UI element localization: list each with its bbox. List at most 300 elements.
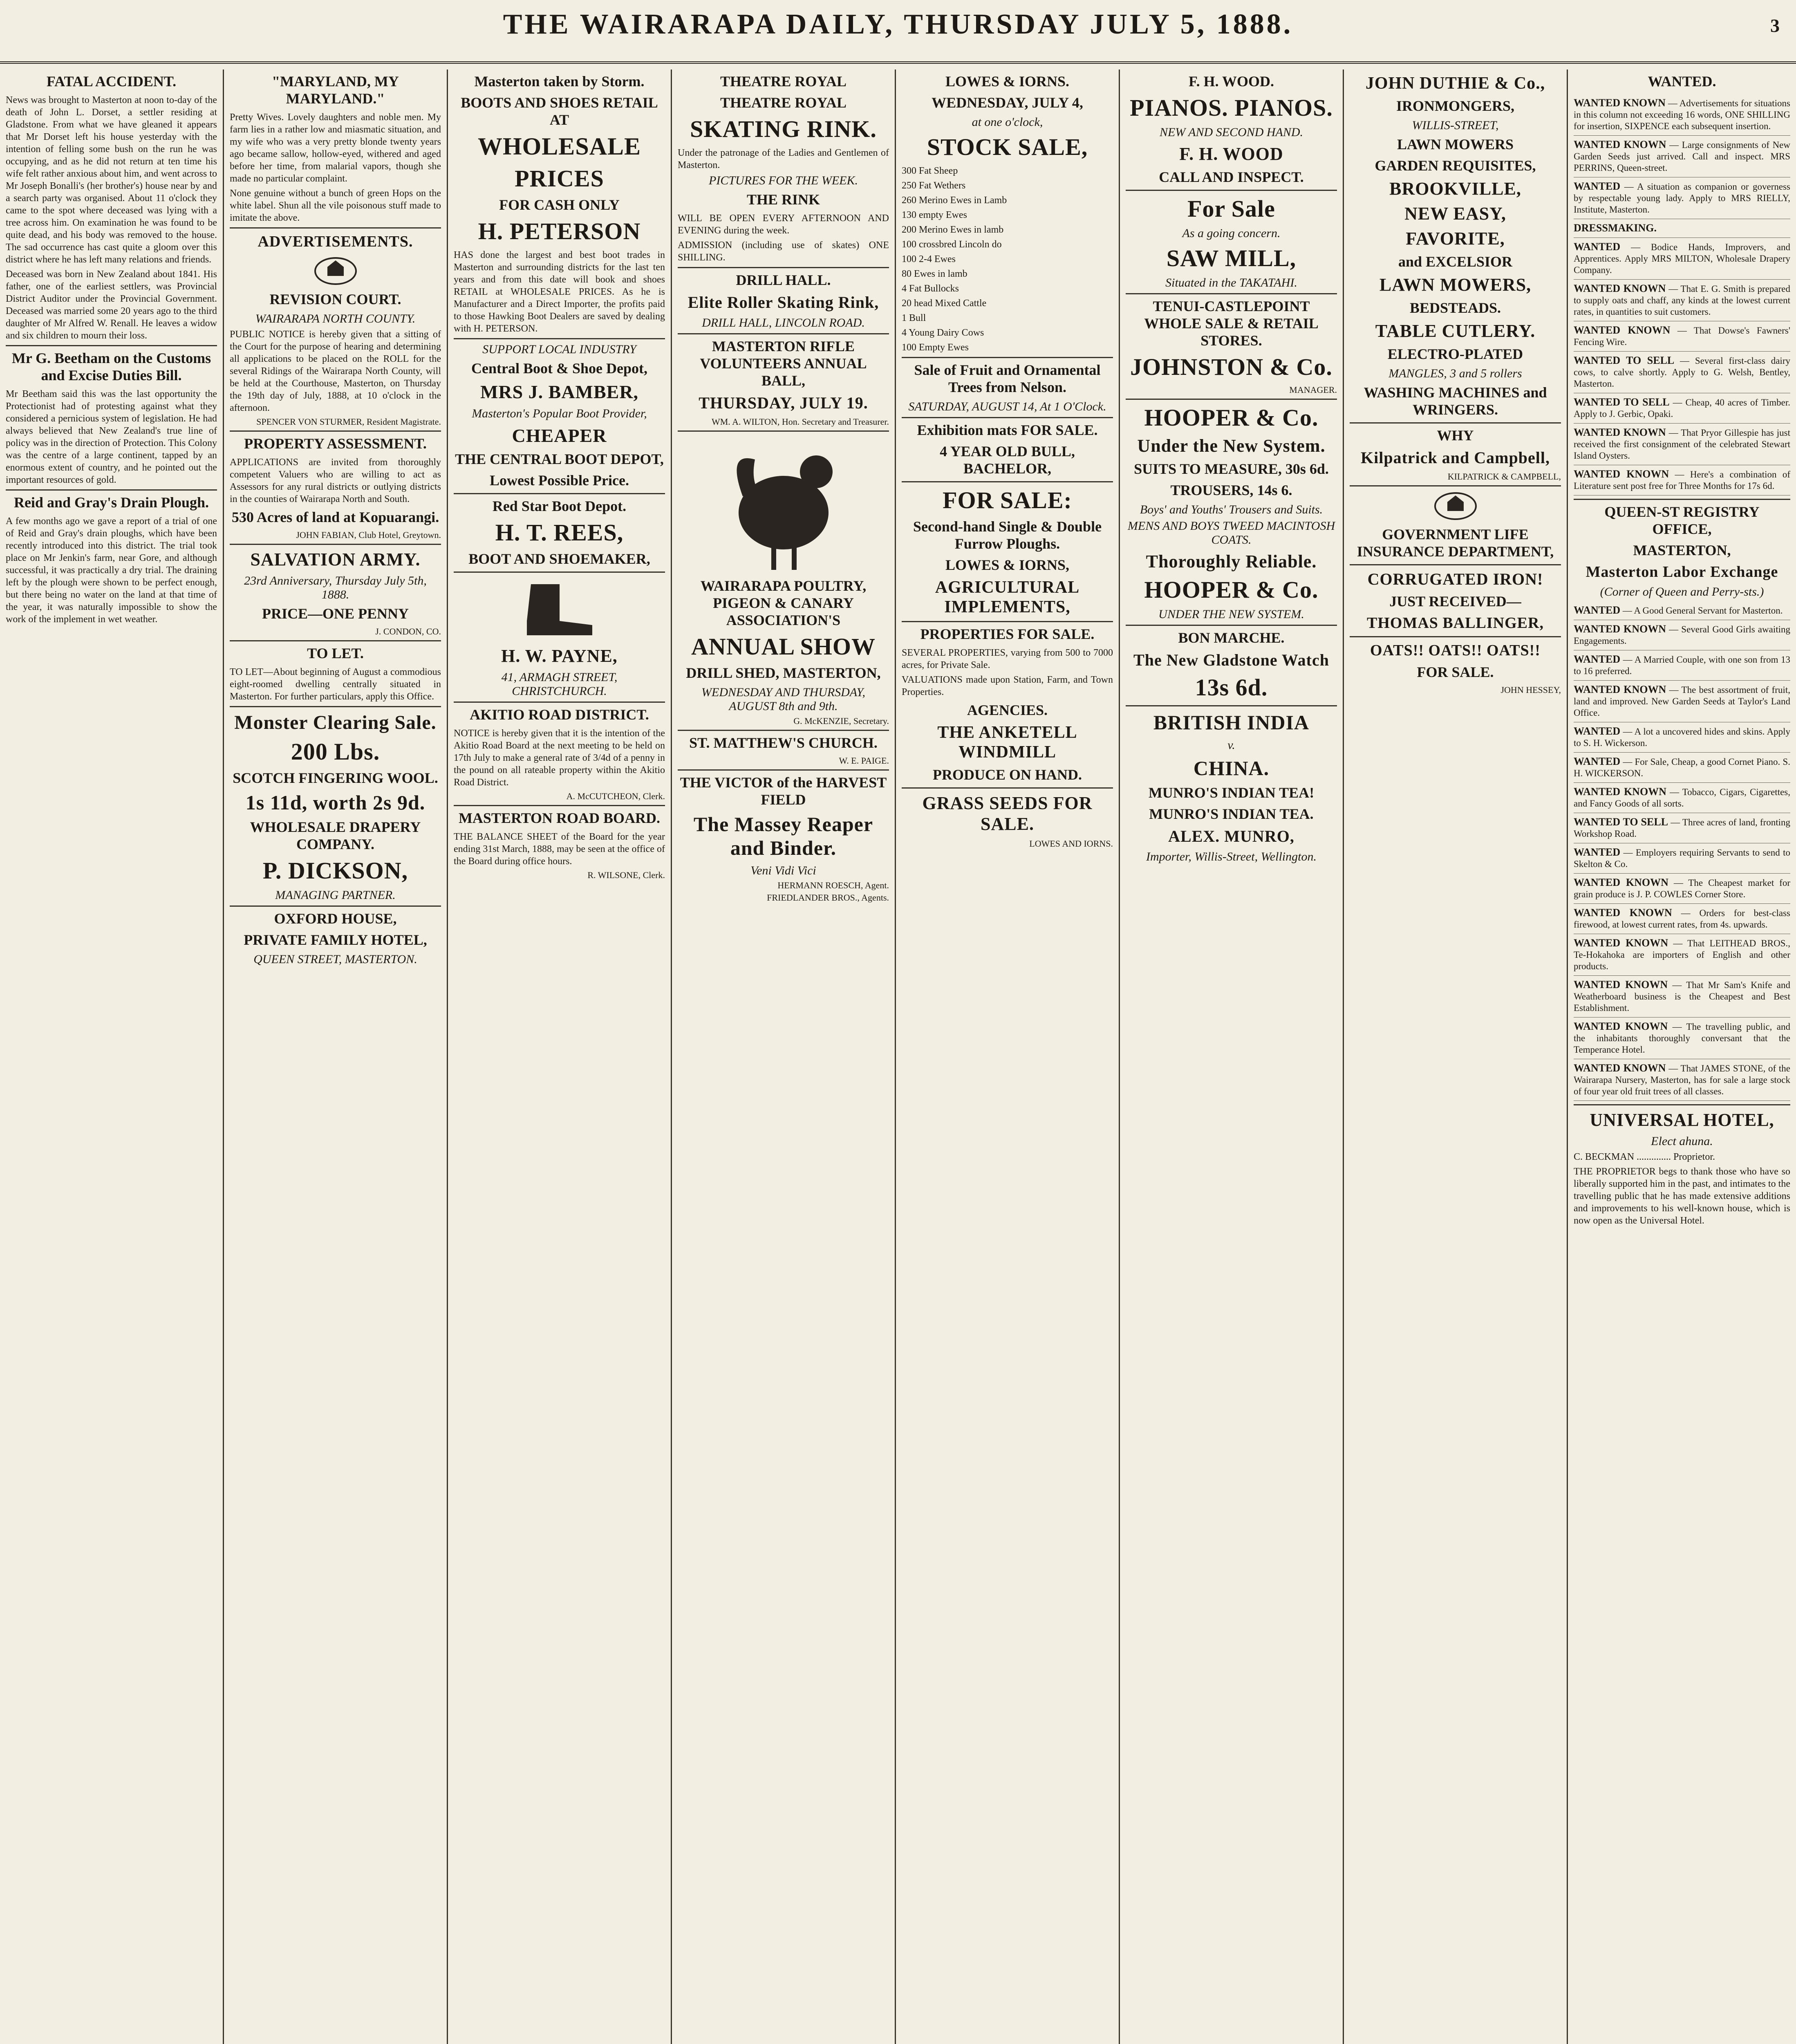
dickson-title: MANAGING PARTNER. — [275, 888, 396, 902]
registry-masterton: MASTERTON, — [1633, 542, 1731, 558]
prices-title: PRICES — [515, 165, 604, 192]
wanted-ad-title: WANTED KNOWN — [1574, 876, 1668, 888]
china: CHINA. — [1193, 757, 1270, 780]
wanted-ad — [1574, 177, 1790, 219]
church-title: ST. MATTHEW'S CHURCH. — [689, 735, 878, 751]
wanted-ad — [1574, 783, 1790, 813]
trousers-price: TROUSERS, 14s 6. — [1170, 482, 1292, 498]
wanted-ad-title: WANTED TO SELL — [1574, 354, 1675, 366]
divider — [1350, 422, 1561, 424]
wanted-ad-body: — Three acres of land, fronting Workshop Road. — [1574, 817, 1790, 839]
wanted-ad-body: — That Pryor Gillespie has just received the first consignment of the celebrated Stewart Island Oysters. — [1574, 428, 1790, 461]
bull-title: 4 YEAR OLD BULL, BACHELOR, — [940, 443, 1075, 477]
divider — [230, 905, 441, 907]
show-sign: G. McKENZIE, Secretary. — [793, 716, 889, 726]
wanted-ad-body: — A situation as companion or governess by respectable young lady. Apply to MRS RIELLY, Institute, Masterton. — [1574, 182, 1790, 215]
wanted-ad — [1574, 976, 1790, 1018]
show-dates: WEDNESDAY AND THURSDAY, AUGUST 8th and 9th. — [701, 686, 865, 713]
wanted-ad-title: WANTED — [1574, 846, 1621, 858]
divider — [902, 787, 1113, 789]
divider — [230, 430, 441, 432]
beetham-heading: Mr G. Beetham on the Customs and Excise Duties Bill. — [11, 350, 211, 383]
newspaper-title: THE WAIRARAPA DAILY, THURSDAY JULY 5, 1888. — [503, 9, 1293, 40]
ball-date: THURSDAY, JULY 19. — [699, 394, 868, 412]
divider — [454, 338, 665, 339]
tenui-title: TENUI-CASTLEPOINT WHOLE SALE & RETAIL STORES. — [1144, 298, 1319, 349]
wanted-ad-body: — For Sale, Cheap, a good Cornet Piano. S. H. WICKERSON. — [1574, 757, 1790, 778]
divider — [1350, 485, 1561, 486]
fruit-title: Sale of Fruit and Ornamental Trees from Nelson. — [914, 362, 1101, 395]
table-cutlery: TABLE CUTLERY. — [1375, 321, 1536, 341]
wanted-ad-title: WANTED KNOWN — [1574, 907, 1672, 919]
stock-items-list — [902, 165, 1113, 354]
rink-open: WILL BE OPEN EVERY AFTERNOON AND EVENING during the week. — [678, 213, 889, 236]
road-board-body: THE BALANCE SHEET of the Board for the year ending 31st March, 1888, may be seen at the office of the Board during office hours. — [454, 831, 665, 867]
akitio-sign: A. McCUTCHEON, Clerk. — [566, 791, 665, 801]
wanted-ad-title: WANTED KNOWN — [1574, 139, 1666, 150]
new-system-2: UNDER THE NEW SYSTEM. — [1158, 607, 1304, 621]
windmill-title: THE ANKETELL WINDMILL — [937, 723, 1077, 762]
wanted-ad-title: WANTED TO SELL — [1574, 816, 1668, 828]
boys-trousers: Boys' and Youths' Trousers and Suits. — [1140, 503, 1323, 516]
wanted-ad — [1574, 136, 1790, 177]
wanted-ad-body: — A Married Couple, with one son from 13 to 16 preferred. — [1574, 654, 1790, 676]
wanted-ad-body: — Tobacco, Cigars, Cigarettes, and Fancy Goods of all sorts. — [1574, 787, 1790, 809]
why: WHY — [1437, 427, 1474, 444]
skating-rink-title: SKATING RINK. — [690, 116, 877, 142]
central-depot: Central Boot & Shoe Depot, — [471, 360, 647, 377]
valuations-body: VALUATIONS made upon Station, Farm, and Town Properties. — [902, 675, 1113, 697]
hooper-name: HOOPER & Co. — [1144, 404, 1319, 431]
willis-street: WILLIS-STREET, — [1412, 119, 1499, 132]
divider — [6, 489, 217, 491]
beckman-body: THE PROPRIETOR begs to thank those who have so liberally supported him in the past, and intimates to the travelling public that he has made extensive additions and improvements to his well-known house, which is now open as the Universal Hotel. — [1574, 1166, 1790, 1226]
new-system: Under the New System. — [1137, 436, 1326, 456]
harvest-title: THE VICTOR of the HARVEST FIELD — [680, 774, 887, 808]
wanted-ad — [1574, 904, 1790, 934]
wanted-ad-title: WANTED — [1574, 755, 1621, 767]
beckman-proprietor: C. BECKMAN .............. Proprietor. — [1574, 1152, 1715, 1162]
tender-sign: JOHN FABIAN, Club Hotel, Greytown. — [296, 530, 441, 540]
mangles: MANGLES, 3 and 5 rollers — [1388, 367, 1522, 380]
bamber-sub: Masterton's Popular Boot Provider, — [472, 407, 647, 420]
divider — [1126, 190, 1337, 191]
to-let-body: TO LET—About beginning of August a commodious eight-roomed dwelling centrally situated in Masterton. For further particulars, apply this Office. — [230, 667, 441, 702]
wanted-ad-title: WANTED KNOWN — [1574, 97, 1666, 109]
grass-seeds-sign: LOWES AND IORNS. — [1029, 838, 1113, 849]
salvation-army-price: PRICE—ONE PENNY — [262, 605, 409, 622]
divider — [454, 702, 665, 703]
properties-body: SEVERAL PROPERTIES, varying from 500 to 7000 acres, for Private Sale. — [902, 648, 1113, 670]
lowes-heading: LOWES & IORNS. — [945, 73, 1070, 90]
wanted-ad-title: DRESSMAKING. — [1574, 222, 1657, 234]
oats: OATS!! OATS!! OATS!! — [1370, 642, 1541, 659]
peterson-name: H. PETERSON — [478, 218, 641, 244]
wanted-ad-title: WANTED KNOWN — [1574, 1062, 1666, 1074]
munro-tea-2: MUNRO'S INDIAN TEA. — [1149, 806, 1314, 822]
going-concern: As a going concern. — [1182, 226, 1281, 240]
divider — [454, 572, 665, 573]
ironmongers: IRONMONGERS, — [1396, 98, 1515, 114]
versus: v. — [1227, 738, 1235, 752]
reaper-agent: HERMANN ROESCH, Agent. — [777, 880, 889, 890]
drill-hall: DRILL HALL. — [736, 272, 831, 288]
salvation-army-title: SALVATION ARMY. — [250, 549, 421, 569]
red-star-title: Red Star Boot Depot. — [492, 498, 627, 514]
exhibition-title: Exhibition mats FOR SALE. — [917, 422, 1098, 438]
divider — [678, 730, 889, 731]
sale-date: WEDNESDAY, JULY 4, — [932, 94, 1083, 111]
wanted-ad — [1574, 352, 1790, 393]
cheaper-title: CHEAPER — [512, 425, 607, 446]
fatal-accident-heading: FATAL ACCIDENT. — [46, 73, 177, 90]
wanted-ad — [1574, 874, 1790, 904]
wanted-ad-title: WANTED KNOWN — [1574, 937, 1668, 949]
divider — [6, 345, 217, 346]
macintosh-coats: MENS AND BOYS TWEED MACINTOSH COATS. — [1127, 519, 1335, 547]
wanted-ad-body: — Several Good Girls awaiting Engagements. — [1574, 624, 1790, 646]
theatre-heading-2: THEATRE ROYAL — [720, 94, 847, 111]
divider — [1574, 1104, 1790, 1105]
divider — [1126, 293, 1337, 294]
wanted-ad-title: WANTED — [1574, 653, 1621, 665]
agencies-title: AGENCIES. — [967, 702, 1048, 718]
divider — [454, 805, 665, 806]
church-sign: W. E. PAIGE. — [839, 755, 889, 766]
british-india: BRITISH INDIA — [1153, 711, 1310, 734]
wanted-ad-body: — A lot a uncovered hides and skins. Apply to S. H. Wickerson. — [1574, 726, 1790, 748]
storm-heading: Masterton taken by Storm. — [474, 73, 645, 90]
wanted-ad — [1574, 753, 1790, 783]
road-board-title: MASTERTON ROAD BOARD. — [458, 810, 661, 826]
wanted-ad-title: WANTED KNOWN — [1574, 786, 1666, 798]
labor-exchange-sub: (Corner of Queen and Perry-sts.) — [1600, 585, 1764, 598]
show-place: DRILL SHED, MASTERTON, — [686, 665, 881, 681]
clearing-sale-title: Monster Clearing Sale. — [234, 712, 437, 733]
column-1 — [0, 69, 224, 2044]
wanted-ads-list-2 — [1574, 601, 1790, 1101]
elite-address: DRILL HALL, LINCOLN ROAD. — [702, 316, 865, 329]
drain-plough-heading: Reid and Gray's Drain Plough. — [13, 494, 209, 511]
fatal-accident-para-1: News was brought to Masterton at noon to-day of the death of John L. Dorset, a settler residing at Gladstone. From what we have gleaned it appears that Mr Dorset left his house yesterday with the intention of felling some bush on the run he was occupying, and as he did not return at ten time his wife felt rather anxious about him, and went across to Mr Joseph Bonalli's (her brother's) house near by and a search party was organised. About 11 o'clock they came to the spot where deceased was lying with a tree across him. On examination he was found to be quite dead, and his body was removed to the house. The sad occurrence has cast quite a gloom over this district where he has left many relations and friends. — [6, 95, 217, 265]
divider — [1350, 564, 1561, 565]
wanted-ad — [1574, 465, 1790, 495]
clearing-sale-price: 1s 11d, worth 2s 9d. — [245, 791, 425, 814]
ball-title: MASTERTON RIFLE VOLUNTEERS ANNUAL BALL, — [700, 338, 867, 389]
column-6 — [1120, 69, 1344, 2044]
wanted-ad-body: — The best assortment of fruit, land and improved. New Garden Seeds at Taylor's Land Office. — [1574, 685, 1790, 718]
alex-munro: ALEX. MUNRO, — [1168, 827, 1294, 845]
rooster-illustration-icon — [722, 435, 845, 574]
payne-name: H. W. PAYNE, — [501, 646, 618, 666]
wanted-ad — [1574, 280, 1790, 321]
wanted-ad — [1574, 934, 1790, 976]
wanted-ad — [1574, 393, 1790, 424]
rink-body: Under the patronage of the Ladies and Gentlemen of Masterton. — [678, 148, 889, 170]
divider — [678, 430, 889, 432]
johnston-manager: MANAGER. — [1289, 385, 1337, 395]
wanted-ad-title: WANTED — [1574, 725, 1621, 737]
divider — [230, 640, 441, 641]
hotel-address: QUEEN STREET, MASTERTON. — [253, 953, 417, 966]
wanted-ad-title: WANTED KNOWN — [1574, 324, 1671, 336]
the-rink: THE RINK — [746, 191, 820, 208]
veni-vidi-vici: Veni Vidi Vici — [750, 864, 816, 877]
road-board-sign: R. WILSONE, Clerk. — [587, 870, 665, 880]
column-4 — [672, 69, 896, 2044]
oxford-house: OXFORD HOUSE, — [274, 910, 397, 927]
column-5 — [896, 69, 1120, 2044]
stock-item: 4 Young Dairy Cows — [902, 327, 984, 338]
pictures: PICTURES FOR THE WEEK. — [709, 174, 858, 187]
plough-title: Second-hand Single & Double Furrow Ploughs. — [913, 518, 1102, 552]
column-7 — [1344, 69, 1568, 2044]
wanted-ad — [1574, 681, 1790, 722]
wanted-ad-title: WANTED KNOWN — [1574, 426, 1666, 438]
hessey-sign: JOHN HESSEY, — [1500, 685, 1561, 695]
bamber-name: MRS J. BAMBER, — [480, 381, 639, 402]
brookville: BROOKVILLE, — [1389, 179, 1521, 199]
stock-item: 130 empty Ewes — [902, 210, 967, 220]
stock-item: 100 Empty Ewes — [902, 342, 969, 353]
saw-for-sale: For Sale — [1187, 195, 1275, 222]
wanted-ad-body: — That LEITHEAD BROS., Te-Hokahoka are importers of English and other products. — [1574, 938, 1790, 971]
clearing-sale-wool: SCOTCH FINGERING WOOL. — [233, 770, 438, 786]
wanted-ads-list — [1574, 94, 1790, 495]
stock-sale-title: STOCK SALE, — [927, 134, 1088, 160]
royal-arms-icon — [311, 255, 360, 287]
pianos-title: PIANOS. PIANOS. — [1130, 94, 1333, 121]
maryland-heading: "MARYLAND, MY MARYLAND." — [272, 73, 399, 107]
wanted-ad-title: WANTED — [1574, 180, 1621, 192]
rees-name: H. T. REES, — [495, 519, 624, 546]
wanted-ad-body: — Here's a combination of Literature sent post free for Three Months for 17s 6d. — [1574, 469, 1790, 491]
divider — [230, 544, 441, 545]
stock-item: 260 Merino Ewes in Lamb — [902, 195, 1007, 206]
registry-office: QUEEN-ST REGISTRY OFFICE, — [1604, 504, 1760, 537]
drain-plough-para: A few months ago we gave a report of a trial of one of Reid and Gray's drain ploughs, which have been recently introduced into this district. The trial took place on Mr Jenkin's farm, near Gore, and although successful, it was practically a dry trial. The draining left by the plough were shown to be perfect enough, but there being no water on the land at that time of the year, it was naturally impossible to show the work of the implement in wet weather. — [6, 516, 217, 625]
dickson-name: P. DICKSON, — [262, 857, 408, 884]
agri-title: AGRICULTURAL IMPLEMENTS, — [935, 578, 1080, 616]
wanted-ad-body: — Large consignments of New Garden Seeds just arrived. Call and inspect. MRS PERRINS, Queen-street. — [1574, 140, 1790, 173]
stock-item: 1 Bull — [902, 313, 926, 323]
wanted-ad-title: WANTED KNOWN — [1574, 282, 1666, 294]
elite-title: Elite Roller Skating Rink, — [687, 293, 879, 312]
support-local: SUPPORT LOCAL INDUSTRY — [482, 343, 636, 356]
wanted-ad-body: — Orders for best-class firewood, at lowest current rates, from 4s. upwards. — [1574, 908, 1790, 930]
stock-item: 80 Ewes in lamb — [902, 269, 967, 279]
bedsteads: BEDSTEADS. — [1409, 300, 1501, 316]
column-2 — [224, 69, 448, 2044]
divider — [678, 769, 889, 771]
kilpatrick-sign: KILPATRICK & CAMPBELL, — [1447, 471, 1561, 482]
divider — [902, 357, 1113, 358]
divider — [230, 227, 441, 229]
excelsior: and EXCELSIOR — [1398, 253, 1513, 270]
revision-court-body: PUBLIC NOTICE is hereby given that a sitting of the Court for the purpose of hearing and determining all applications to be placed on the ROLL for the several Ridings of the Wairarapa North County, will be held at the Courthouse, Masterton, on Thursday the 19th day of July, 1888, at 10 o'clock in the afternoon. — [230, 329, 441, 413]
new-easy: NEW EASY, — [1404, 204, 1506, 224]
labor-exchange: Masterton Labor Exchange — [1585, 563, 1778, 580]
to-let-title: TO LET. — [307, 645, 364, 661]
theatre-heading: THEATRE ROYAL — [720, 73, 847, 90]
wanted-ad — [1574, 238, 1790, 280]
divider — [1126, 705, 1337, 706]
properties-title: PROPERTIES FOR SALE. — [920, 626, 1095, 642]
wanted-heading: WANTED. — [1648, 73, 1716, 90]
akitio-body: NOTICE is hereby given that it is the intention of the Akitio Road Board at the next meeting to be held on 17th July to make a general rate of 3/4d of a penny in the pound on all rateable property within the Akitio Road District. — [454, 728, 665, 788]
munro-tea: MUNRO'S INDIAN TEA! — [1148, 784, 1315, 801]
ballinger: THOMAS BALLINGER, — [1367, 614, 1544, 632]
peterson-body: HAS done the largest and best boot trades in Masterton and surrounding districts for the last ten years and from this date will book and shoes RETAIL at WHOLESALE PRICES. As he is Manufacturer and a Direct Importer, the profits paid to those Hawking Boot Dealers are saved by dealing with H. PETERSON. — [454, 250, 665, 334]
fruit-date: SATURDAY, AUGUST 14, At 1 O'Clock. — [908, 400, 1106, 413]
tender-title: 530 Acres of land at Kopuarangi. — [231, 509, 439, 525]
elect-ahuna: Elect ahuna. — [1651, 1134, 1713, 1148]
wanted-ad — [1574, 813, 1790, 843]
property-assessment-title: PROPERTY ASSESSMENT. — [244, 435, 427, 452]
lowest-price: Lowest Possible Price. — [490, 472, 629, 489]
advertisements-heading: ADVERTISEMENTS. — [258, 233, 413, 250]
divider — [678, 267, 889, 268]
wanted-ad — [1574, 1018, 1790, 1059]
wanted-ad-title: WANTED KNOWN — [1574, 979, 1668, 991]
wholesale-title: WHOLESALE — [477, 133, 641, 160]
divider — [454, 493, 665, 494]
royal-arms-icon — [1431, 490, 1480, 522]
wanted-ad-title: WANTED — [1574, 604, 1621, 616]
reliable: Thoroughly Reliable. — [1146, 551, 1317, 572]
divider — [230, 706, 441, 707]
wanted-ad-body: — That Dowse's Fawners' Fencing Wire. — [1574, 325, 1791, 347]
just-received: JUST RECEIVED— — [1389, 593, 1521, 610]
wanted-ad-body: — That JAMES STONE, of the Wairarapa Nursery, Masterton, has for sale a large stock of four year old fruit trees of all classes. — [1574, 1063, 1790, 1096]
wanted-ad-title: WANTED KNOWN — [1574, 1020, 1668, 1032]
wanted-ad-title: WANTED KNOWN — [1574, 684, 1666, 695]
divider — [678, 333, 889, 334]
stock-item: 4 Fat Bullocks — [902, 283, 959, 294]
wood-heading: F. H. WOOD. — [1188, 73, 1274, 90]
wanted-ad-body: — Bodice Hands, Improvers, and Apprentices. Apply MRS MILTON, Wholesale Drapery Company. — [1574, 242, 1790, 275]
maryland-poem: Pretty Wives. Lovely daughters and noble men. My farm lies in a rather low and miasmatic situation, and my wife who was a very pretty blonde twenty years ago became sallow, hollow-eyed, withered and aged before her time, from malarial vapors, though she made no particular complaint. — [230, 112, 441, 184]
fatal-accident-para-2: Deceased was born in New Zealand about 1841. His father, one of the earliest settlers, was Provincial District Auditor under the Provincial Government. Deceased was married some 20 years ago to the third daughter of Mr Alfred W. Renall. He leaves a widow and six children to mourn their loss. — [6, 269, 217, 341]
lawn-mowers-2: LAWN MOWERS, — [1379, 275, 1532, 295]
wanted-ad — [1574, 843, 1790, 874]
wanted-ad-body: — The Cheapest market for grain produce is J. P. COWLES Corner Store. — [1574, 878, 1791, 899]
divider — [902, 621, 1113, 622]
hooper-name-2: HOOPER & Co. — [1144, 576, 1319, 603]
wanted-ad-title: WANTED KNOWN — [1574, 468, 1669, 480]
rees-sub: BOOT AND SHOEMAKER, — [468, 551, 650, 567]
private-hotel: PRIVATE FAMILY HOTEL, — [244, 932, 427, 948]
stock-item: 200 Merino Ewes in lamb — [902, 224, 1004, 235]
stock-item: 20 head Mixed Cattle — [902, 298, 987, 309]
reaper-agents-2: FRIEDLANDER BROS., Agents. — [767, 892, 889, 903]
pianos-sub: NEW AND SECOND HAND. — [1159, 126, 1303, 139]
produce-title: PRODUCE ON HAND. — [933, 766, 1082, 783]
wanted-ad — [1574, 650, 1790, 681]
wanted-ad — [1574, 1059, 1790, 1101]
beetham-para: Mr Beetham said this was the last opportunity the Protectionist had of protesting against what they considered a pernicious system of legislation. He had always believed that New Zealand's true line of policy was in the direction of Protection. This Colony was the centre of a large continent, tapped by an enormous extent of country, and he pointed out the important resources of gold. — [6, 389, 217, 485]
page-number: 3 — [1770, 15, 1780, 36]
oats-for-sale: FOR SALE. — [1417, 664, 1494, 680]
wanted-ad — [1574, 601, 1790, 620]
sale-time: at one o'clock, — [972, 115, 1043, 129]
ball-sign: WM. A. WILTON, Hon. Secretary and Treasurer. — [711, 417, 889, 427]
boot-illustration-icon — [515, 576, 605, 641]
stock-item: 300 Fat Sheep — [902, 166, 958, 176]
divider — [1350, 636, 1561, 637]
salvation-army-body: 23rd Anniversary, Thursday July 5th, 1888. — [244, 574, 427, 601]
hops-notice: None genuine without a bunch of green Hops on the white label. Shun all the vile poisonous stuff made to imitate the above. — [230, 188, 441, 223]
washing-machines: WASHING MACHINES and WRINGERS. — [1364, 384, 1547, 418]
column-8 — [1568, 69, 1796, 2044]
wanted-ad-title: WANTED TO SELL — [1574, 396, 1670, 408]
lawn-mowers: LAWN MOWERS — [1397, 136, 1514, 152]
johnston-name: JOHNSTON & Co. — [1130, 354, 1332, 380]
wanted-ad — [1574, 321, 1790, 352]
wood-name: F. H. WOOD — [1179, 144, 1283, 164]
wanted-ad-body: — Cheap, 40 acres of Timber. Apply to J. Gerbic, Opaki. — [1574, 397, 1790, 419]
revision-court-sign: SPENCER VON STURMER, Resident Magistrate. — [256, 417, 441, 427]
wanted-ad-body: — Several first-class dairy cows, to calve shortly. Apply to G. Welsh, Bentley, Masterton. — [1574, 356, 1790, 389]
wanted-ad — [1574, 722, 1790, 753]
corrugated-iron: CORRUGATED IRON! — [1367, 570, 1543, 588]
duthie-name: JOHN DUTHIE & Co., — [1365, 74, 1545, 93]
wanted-ad-body: — Advertisements for situations in this column not exceeding 16 words, ONE SHILLING for insertion, SIXPENCE each subsequent insertion. — [1574, 98, 1790, 131]
gladstone-watch: The New Gladstone Watch — [1133, 651, 1329, 669]
universal-hotel: UNIVERSAL HOTEL, — [1590, 1110, 1774, 1130]
stock-item: 100 2-4 Ewes — [902, 254, 956, 264]
wanted-ad-body: — Employers requiring Servants to send to Skelton & Co. — [1574, 847, 1790, 869]
bon-marche: BON MARCHE. — [1178, 630, 1285, 646]
cash-only: FOR CASH ONLY — [499, 197, 620, 213]
payne-address: 41, ARMAGH STREET, CHRISTCHURCH. — [501, 670, 618, 698]
suits-price: SUITS TO MEASURE, 30s 6d. — [1134, 461, 1329, 477]
column-3 — [448, 69, 672, 2044]
wholesale-drapery: WHOLESALE DRAPERY COMPANY. — [250, 819, 421, 852]
divider — [1574, 499, 1790, 500]
stock-item: 100 crossbred Lincoln do — [902, 239, 1002, 250]
saw-mill: SAW MILL, — [1166, 245, 1297, 271]
government-insurance: GOVERNMENT LIFE INSURANCE DEPARTMENT, — [1357, 526, 1554, 560]
rink-admission: ADMISSION (including use of skates) ONE SHILLING. — [678, 240, 889, 263]
revision-court-sub: WAIRARAPA NORTH COUNTY. — [255, 312, 416, 325]
saw-mill-sub: Situated in the TAKATAHI. — [1165, 276, 1297, 289]
stock-item: 250 Fat Wethers — [902, 180, 966, 191]
favorite: FAVORITE, — [1406, 229, 1505, 249]
reaper-title: The Massey Reaper and Binder. — [693, 813, 873, 859]
akitio-title: AKITIO ROAD DISTRICT. — [470, 706, 649, 723]
wanted-ad-body: — The travelling public, and the inhabitants thoroughly conversant that the Temperance Hotel. — [1574, 1022, 1790, 1055]
wanted-ad — [1574, 219, 1790, 238]
clearing-sale-weight: 200 Lbs. — [291, 738, 380, 765]
wanted-ad-body: — That Mr Sam's Knife and Weatherboard business is the Cheapest and Best Establishment. — [1574, 980, 1790, 1013]
property-assessment-body: APPLICATIONS are invited from thoroughly competent Valuers who are willing to act as Assessors for any rural districts or outlying districts in the counties of Wairarapa North and South. — [230, 457, 441, 504]
revision-court-title: REVISION COURT. — [269, 291, 401, 307]
divider — [902, 417, 1113, 418]
kilpatrick: Kilpatrick and Campbell, — [1361, 448, 1550, 467]
garden-requisites: GARDEN REQUISITES, — [1375, 157, 1536, 174]
boots-heading: BOOTS AND SHOES RETAIL AT — [461, 94, 658, 128]
columns — [0, 69, 1796, 2044]
wanted-ad-body: — That E. G. Smith is prepared to supply oats and chaff, any kinds at the lowest current rates, in quantities to suit customers. — [1574, 284, 1791, 317]
lowes-name: LOWES & IORNS, — [945, 557, 1070, 573]
divider — [1126, 399, 1337, 400]
poultry-title: WAIRARAPA POULTRY, PIGEON & CANARY ASSOCIATION'S — [700, 578, 867, 628]
alex-address: Importer, Willis-Street, Wellington. — [1146, 850, 1317, 863]
divider — [1126, 625, 1337, 626]
wanted-ad-title: WANTED KNOWN — [1574, 623, 1666, 635]
masthead — [0, 0, 1796, 64]
